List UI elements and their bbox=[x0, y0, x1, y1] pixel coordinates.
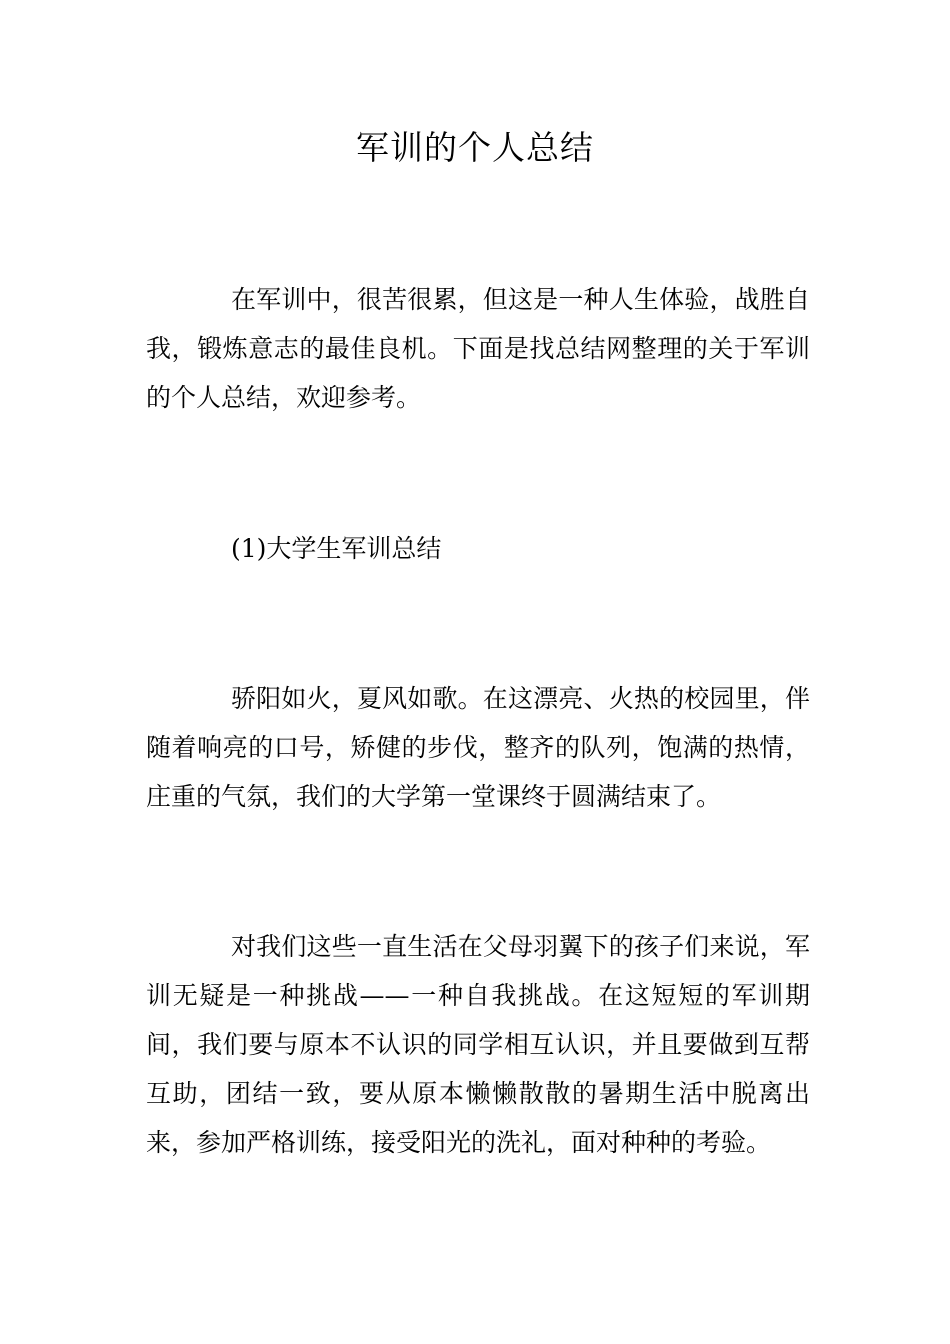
body-paragraph: 对我们这些一直生活在父母羽翼下的孩子们来说，军训无疑是一种挑战——一种自我挑战。在这短短的军训期间，我们要与原本不认识的同学相互认识，并且要做到互帮互助，团结一致，要从原本懒懒散散的暑期生活中脱离出来，参加严格训练，接受阳光的洗礼，面对种种的考验。 bbox=[146, 932, 810, 1157]
body-paragraph: 骄阳如火，夏风如歌。在这漂亮、火热的校园里，伴随着响亮的口号，矫健的步伐，整齐的队列，饱满的热情，庄重的气氛，我们的大学第一堂课终于圆满结束了。 bbox=[146, 684, 810, 811]
document-title: 军训的个人总结 bbox=[356, 128, 594, 167]
intro-paragraph: 在军训中，很苦很累，但这是一种人生体验，战胜自我，锻炼意志的最佳良机。下面是找总结网整理的关于军训的个人总结，欢迎参考。 bbox=[146, 285, 810, 412]
section-heading: (1)大学生军训总结 bbox=[231, 534, 442, 563]
